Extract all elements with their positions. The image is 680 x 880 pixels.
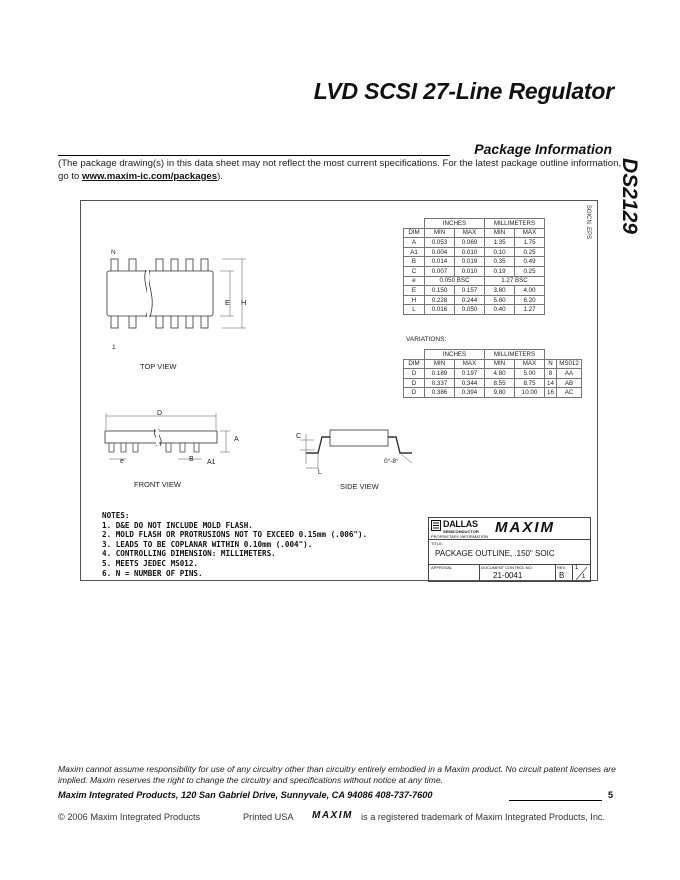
company-address: Maxim Integrated Products, 120 San Gabriel Drive, Sunnyvale, CA 94086 408-737-7600 xyxy=(58,790,433,800)
dim-pitch-label: e xyxy=(120,458,124,465)
dim-cell: 0.157 xyxy=(455,286,485,296)
var-cell: 0.189 xyxy=(425,369,455,379)
var-cell: 4.80 xyxy=(485,369,515,379)
dim-cell: L xyxy=(404,305,425,315)
top-view-drawing xyxy=(100,245,260,355)
var-col-header: MS012 xyxy=(557,359,582,369)
dallas-logo-icon xyxy=(431,520,441,531)
drawing-file-id xyxy=(583,203,593,241)
dim-cell: A1 xyxy=(404,247,425,257)
var-column-header-row xyxy=(404,359,582,369)
note-item: 2. MOLD FLASH OR PROTRUSIONS NOT TO EXCEED 0.15mm (.006"). xyxy=(102,530,368,540)
rev-value: B xyxy=(559,571,565,580)
dim-cell: 0.019 xyxy=(455,257,485,267)
drawing-file-id-text: SOICN .EPS xyxy=(585,204,591,240)
page-number: 5 xyxy=(608,790,614,800)
top-pin xyxy=(156,259,163,272)
side-view-label: SIDE VIEW xyxy=(340,482,379,491)
dim-col-header: DIM xyxy=(404,228,425,238)
var-cell: AA xyxy=(557,369,582,379)
intro-text: (The package drawing(s) in this data sheet may not reflect the most current specifications. For the latest package outline information, go to xyxy=(58,158,622,182)
note-item: 6. N = NUMBER OF PINS. xyxy=(102,568,203,578)
dim-group-inches: INCHES xyxy=(425,219,485,229)
control-no: 21-0041 xyxy=(493,571,523,580)
footer-rule xyxy=(509,800,602,801)
dim-cell: 0.004 xyxy=(425,247,455,257)
dim-a1-label: A1 xyxy=(207,459,216,466)
var-row xyxy=(404,369,582,379)
var-cell: D xyxy=(404,369,425,379)
dim-cell: 0.016 xyxy=(425,305,455,315)
part-number: DS2129 xyxy=(618,158,641,234)
top-pin xyxy=(186,259,193,272)
dim-row xyxy=(404,238,545,248)
var-cell: 8 xyxy=(545,369,557,379)
note-item: 1. D&E DO NOT INCLUDE MOLD FLASH. xyxy=(102,520,253,530)
intro-end: ). xyxy=(217,170,223,182)
packages-link[interactable]: www.maxim-ic.com/packages xyxy=(82,170,218,182)
control-no-label: DOCUMENT CONTROL NO. xyxy=(481,565,533,570)
notes-heading: NOTES: xyxy=(102,511,130,520)
dim-cell: 0.010 xyxy=(455,247,485,257)
dim-e-label: E xyxy=(225,298,231,307)
variations-table xyxy=(403,349,582,398)
dim-cell: 6.20 xyxy=(515,295,545,305)
section-title: Package Information xyxy=(474,141,612,157)
var-col-header: MAX xyxy=(515,359,545,369)
dim-cell: 1.27 xyxy=(515,305,545,315)
dim-cell: 0.014 xyxy=(425,257,455,267)
dallas-logo-text: DALLAS xyxy=(443,519,478,529)
note-item: 4. CONTROLLING DIMENSION: MILLIMETERS. xyxy=(102,549,276,559)
dim-cell: 0.10 xyxy=(485,247,515,257)
dim-cell: 0.010 xyxy=(455,266,485,276)
var-group-mm: MILLIMETERS xyxy=(485,350,545,360)
dim-row xyxy=(404,247,545,257)
legal-disclaimer: Maxim cannot assume responsibility for use of any circuitry other than circuitry entirely embodied in a Maxim product. No circuit patent licenses are implied. Maxim reserves the right to change the circuitry and specifications without notice at any time. xyxy=(58,764,616,785)
var-blank-cell xyxy=(404,350,425,360)
top-view-label: TOP VIEW xyxy=(140,362,177,371)
dim-column-header-row xyxy=(404,228,545,238)
trademark-notice: is a registered trademark of Maxim Integrated Products, Inc. xyxy=(361,812,606,822)
dim-d-label: D xyxy=(157,410,163,417)
var-blank-cell xyxy=(545,350,557,360)
dim-cell: 0.25 xyxy=(515,247,545,257)
var-cell: 16 xyxy=(545,388,557,398)
dim-c-label: C xyxy=(296,433,302,440)
var-col-header: DIM xyxy=(404,359,425,369)
pin-1-label: 1 xyxy=(112,344,116,351)
var-col-header: MIN xyxy=(485,359,515,369)
dim-cell: 0.228 xyxy=(425,295,455,305)
side-body xyxy=(330,430,388,446)
dim-cell: E xyxy=(404,286,425,296)
dim-row xyxy=(404,305,545,315)
bottom-pin xyxy=(186,315,193,328)
dim-a-label: A xyxy=(234,436,239,443)
var-cell: AC xyxy=(557,388,582,398)
dim-cell: 0.069 xyxy=(455,238,485,248)
sheet-slash-icon xyxy=(573,565,589,581)
dim-cell: 1.35 xyxy=(485,238,515,248)
note-item: 5. MEETS JEDEC MS012. xyxy=(102,558,199,568)
dim-blank-cell xyxy=(404,219,425,229)
dim-cell: 0.40 xyxy=(485,305,515,315)
dim-col-header: MIN xyxy=(425,228,455,238)
var-cell: D xyxy=(404,388,425,398)
var-cell: 8.75 xyxy=(515,378,545,388)
maxim-logo: MAXIM xyxy=(495,519,555,536)
sheet-number: 1 xyxy=(575,565,579,571)
dim-cell: 1.27 BSC xyxy=(485,276,545,286)
bottom-pin xyxy=(201,315,208,328)
dim-b-label: B xyxy=(189,456,194,463)
drawing-title-block xyxy=(428,517,591,582)
var-cell: 0.344 xyxy=(455,378,485,388)
var-cell: AB xyxy=(557,378,582,388)
var-cell: 14 xyxy=(545,378,557,388)
intro-paragraph xyxy=(58,158,628,183)
var-cell: 0.386 xyxy=(425,388,455,398)
dim-cell: 0.150 xyxy=(425,286,455,296)
pin-n-label: N xyxy=(111,249,116,256)
dimension-table xyxy=(403,218,545,315)
dim-cell: 0.050 BSC xyxy=(425,276,485,286)
package-body xyxy=(107,271,213,316)
dim-row xyxy=(404,266,545,276)
var-blank-cell xyxy=(557,350,582,360)
dim-cell: 0.25 xyxy=(515,266,545,276)
dim-cell: B xyxy=(404,257,425,267)
drawing-notes xyxy=(102,511,367,578)
sheet-total: 1 xyxy=(582,574,586,580)
top-pin xyxy=(171,259,178,272)
doc-title: LVD SCSI 27-Line Regulator xyxy=(313,78,614,104)
dim-l-label: L xyxy=(318,469,322,476)
semiconductor-text: SEMICONDUCTOR xyxy=(443,529,479,534)
var-cell: 0.337 xyxy=(425,378,455,388)
dim-cell: 0.050 xyxy=(455,305,485,315)
var-cell: 5.00 xyxy=(515,369,545,379)
printed-label: Printed USA xyxy=(243,812,294,822)
bottom-pin xyxy=(111,315,118,328)
dim-cell: 5.80 xyxy=(485,295,515,305)
var-group-inches: INCHES xyxy=(425,350,485,360)
dim-h-label: H xyxy=(241,298,247,307)
maxim-brand-logo: MAXIM xyxy=(312,810,353,821)
var-cell: D xyxy=(404,378,425,388)
front-lead xyxy=(194,443,199,452)
dim-group-mm: MILLIMETERS xyxy=(485,219,545,229)
dim-cell: e xyxy=(404,276,425,286)
dim-col-header: MAX xyxy=(515,228,545,238)
title-block-rule xyxy=(429,539,590,540)
dim-col-header: MAX xyxy=(455,228,485,238)
copyright: © 2006 Maxim Integrated Products xyxy=(58,812,201,822)
title-field-label: TITLE: xyxy=(431,541,444,546)
front-lead xyxy=(121,443,126,452)
var-cell: 9.80 xyxy=(485,388,515,398)
dim-cell: 0.49 xyxy=(515,257,545,267)
var-group-header-row xyxy=(404,350,582,360)
var-col-header: N xyxy=(545,359,557,369)
approval-label: APPROVAL xyxy=(431,565,453,570)
section-rule xyxy=(58,155,450,156)
rev-label: REV. xyxy=(557,565,566,570)
title-block-divider xyxy=(479,564,480,582)
bottom-pin xyxy=(129,315,136,328)
var-cell: 0.197 xyxy=(455,369,485,379)
dim-cell: A xyxy=(404,238,425,248)
dim-cell: 0.35 xyxy=(485,257,515,267)
dim-cell: 0.244 xyxy=(455,295,485,305)
dim-row xyxy=(404,286,545,296)
note-item: 3. LEADS TO BE COPLANAR WITHIN 0.10mm (.004"). xyxy=(102,539,313,549)
bottom-pin xyxy=(171,315,178,328)
top-pin xyxy=(129,259,136,272)
title-block-divider xyxy=(555,564,556,582)
var-row xyxy=(404,378,582,388)
dim-cell: C xyxy=(404,266,425,276)
dim-col-header: MIN xyxy=(485,228,515,238)
top-pin xyxy=(111,259,118,272)
var-cell: 8.55 xyxy=(485,378,515,388)
front-lead xyxy=(133,443,138,452)
var-cell: 10.00 xyxy=(515,388,545,398)
dim-group-header-row xyxy=(404,219,545,229)
dim-cell: 0.007 xyxy=(425,266,455,276)
front-lead xyxy=(180,443,185,452)
bottom-pin xyxy=(156,315,163,328)
front-lead xyxy=(109,443,114,452)
var-col-header: MIN xyxy=(425,359,455,369)
angle-label: 0°-8° xyxy=(384,458,399,465)
dim-row xyxy=(404,257,545,267)
dim-cell: H xyxy=(404,295,425,305)
front-view-label: FRONT VIEW xyxy=(134,480,181,489)
dim-cell: 3.80 xyxy=(485,286,515,296)
drawing-title: PACKAGE OUTLINE, .150" SOIC xyxy=(435,549,555,558)
front-lead xyxy=(166,443,171,452)
dim-cell: 0.19 xyxy=(485,266,515,276)
variations-label: VARIATIONS: xyxy=(406,336,447,343)
var-row xyxy=(404,388,582,398)
var-cell: 0.394 xyxy=(455,388,485,398)
dim-row-e xyxy=(404,276,545,286)
proprietary-label: PROPRIETARY INFORMATION xyxy=(431,534,489,539)
dim-row xyxy=(404,295,545,305)
side-view-drawing xyxy=(292,420,417,480)
top-pin xyxy=(201,259,208,272)
var-col-header: MAX xyxy=(455,359,485,369)
dim-cell: 4.00 xyxy=(515,286,545,296)
dim-cell: 0.053 xyxy=(425,238,455,248)
dim-cell: 1.75 xyxy=(515,238,545,248)
